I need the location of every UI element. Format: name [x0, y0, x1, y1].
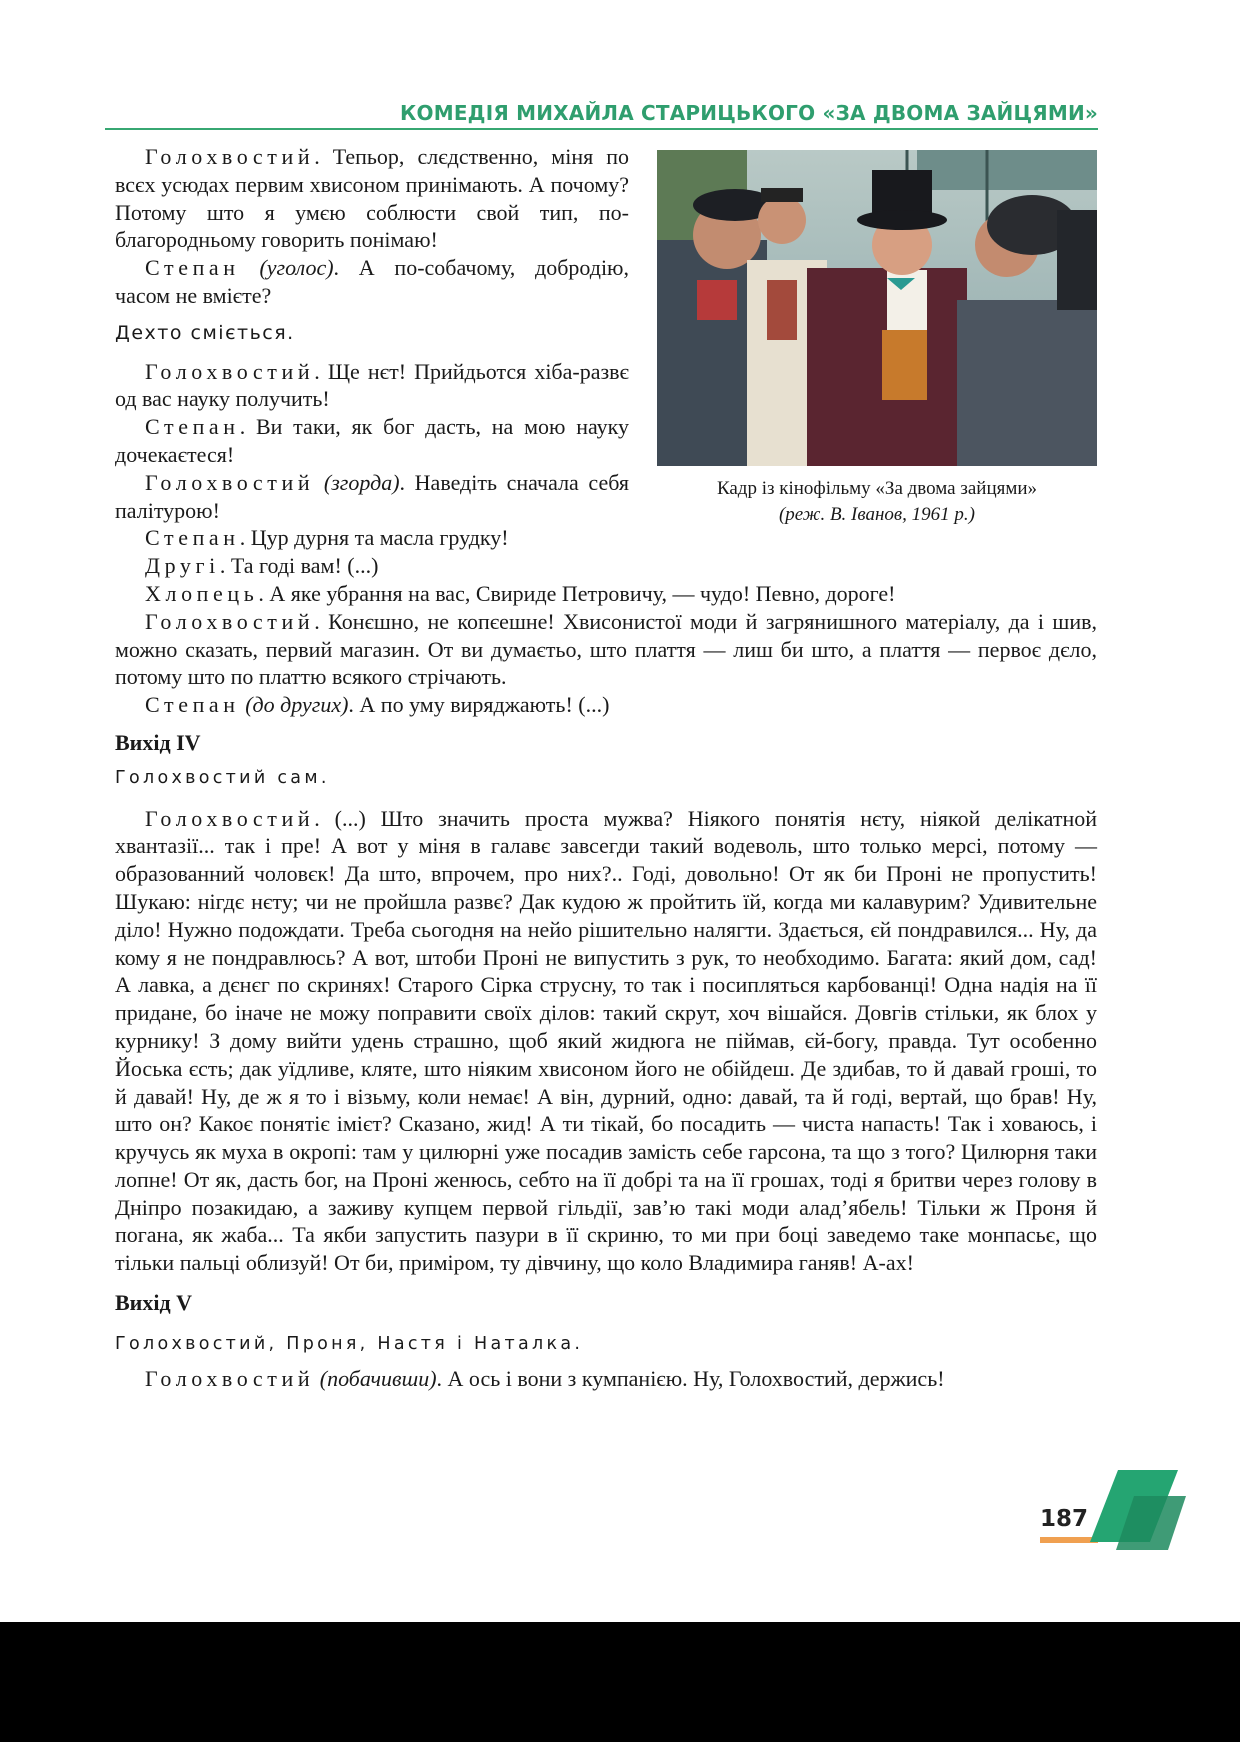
stage-remark: (до других) [245, 692, 349, 718]
speaker-name: Голохвостий [145, 144, 315, 169]
line-text: . Тепьор, слєдственно, міня по всєх усюдах первим хвисоном принімають. А почому? Потому што я умєю соблюсти свой тип, по-благородньому говорить понімаю! [115, 144, 629, 253]
speaker-name: Голохвостий [145, 1365, 315, 1391]
speaker-name: Голохвостий [145, 805, 315, 831]
scene-heading: Вихід V [115, 1290, 192, 1316]
line-text: . Конєшно, не копєешне! Хвисонистої моди й загрянишного матеріалу, да і шив, можно сказать, первий магазин. От ви думаєтьо, што плаття — лиш би што, а плаття — первоє дєло, потому што по платтю всякого стрічають. [115, 608, 1097, 690]
line-text: . А по-собачому, добродію, часом не вмієте? [115, 255, 629, 308]
stage-remark: (уголос) [259, 255, 334, 281]
speaker-name: Степан [145, 414, 240, 440]
monologue [115, 805, 1097, 1278]
page-number: 187 [1040, 1506, 1089, 1532]
line-text: . Та годі вам! (...) [219, 553, 379, 579]
page-corner-decoration-icon [1090, 1470, 1190, 1555]
speaker-name: Хлопець [145, 580, 259, 606]
speaker-name: Голохвостий [145, 608, 315, 634]
film-still-figure [657, 150, 1097, 528]
page-body [115, 143, 1097, 1392]
figure-caption [657, 476, 1097, 528]
dialogue-line [115, 1365, 1097, 1393]
running-header: КОМЕДІЯ МИХАЙЛА СТАРИЦЬКОГО «ЗА ДВОМА ЗАЙЦЯМИ» [399, 101, 1098, 125]
stage-direction: Дехто сміється. [115, 321, 295, 344]
line-text: . А по уму виряджають! (...) [348, 692, 610, 718]
line-text: . (...) Што значить проста мужва? Ніякого понятія нєту, ніякой делікатной хвантазії... так і пре! А вот у міня в галавє завсегди такий водеволь, што только мерсі, потому — образованний чоловєк! Да што, впрочем, про них?.. Годі, довольно! От як би Проні не пропустить! Шукаю: нігдє нєту; чи не пройшла развє? Дак кудою ж пройтить їй, когда ми калавурим? Удивительне діло! Нужно подождати. Треба сьогодня на нейо рішительно налягти. Здається, єй пондравился... Ну, да кому я не пондравлюсь? А вот, штоби Проні не випустить з рук, то необходимо. Багата: який дом, сад! А лавка, а дєнєг по скринях! Старого Сірка струсну, то так і посипляться карбованці! Одна надія на її придане, бо іначе не можу поправити своїх ділов: такий скрут, хоч вішайся. Довгів стільки, як блох у курнику! З дому вийти удень страшно, щоб який жидюга не піймав, єй-богу, правда. Тут особенно Йоська єсть; дак уїдливе, кляте, што ніяким хвисоном його не обійдеш. Де здибав, то й давай гроші, то й давай! Ну, де ж я то і візьму, коли немає! А він, дурний, одно: давай, та й годі, вертай, що брав! Ну, што он? Какоє понятіє імієт? Сказано, жид! А ти тікай, бо посадить — чиста напасть! Так і ховаюсь, і кручусь як муха в окропі: там у цилюрні уже посадив замість себе гарсона, та що з того? Цилюрня таки лопне! От як, дасть бог, на Проні женюсь, себто на її добрі та на її грошах, тоді я бритви через голову в Дніпро позакидаю, а заживу купцем первой гільдії, зав’ю такі моди алад’ябель! Тільки ж Проня й погана, як жаба... Та якби запустить пазури в її скриню, то ми при боці заведемо таке монпасьє, що тільки пальці облизуй! От би, приміром, ту дівчину, що коло Владимира ганяв! А-ах! [115, 805, 1097, 1276]
line-text: . Цур дурня та масла грудку! [239, 525, 509, 551]
stage-direction: Голохвостий сам. [115, 767, 330, 788]
speaker-name: Голохвостий [145, 358, 315, 384]
stage-remark: (згорда) [323, 469, 400, 495]
header-rule [105, 128, 1098, 130]
line-text: . Ще нєт! Прийдьотся хіба-развє од вас науку получить! [115, 358, 629, 412]
speaker-name: Степан [145, 692, 240, 718]
dialogue-line [115, 580, 1097, 608]
line-text: . Ви таки, як бог дасть, на мою науку дочекаєтеся! [115, 414, 629, 467]
speaker-name: Другі [145, 553, 220, 579]
speaker-name: Степан [145, 255, 240, 281]
line-text: . Наведіть сначала себя палітурою! [115, 469, 629, 523]
speaker-name: Степан [145, 525, 240, 551]
caption-credit: (реж. В. Іванов, 1961 р.) [778, 504, 975, 525]
dialogue-line [115, 691, 1097, 719]
dialogue-line [115, 608, 1097, 691]
line-text: . А ось і вони з кумпанією. Ну, Голохвостий, держись! [436, 1365, 945, 1391]
speaker-name: Голохвостий [145, 469, 315, 495]
caption-title: Кадр із кінофільму «За двома зайцями» [716, 478, 1038, 499]
film-still-image [657, 150, 1097, 466]
line-text: . А яке убрання на вас, Свириде Петровичу, — чудо! Певно, дороге! [258, 580, 896, 606]
dialogue-line [115, 552, 1097, 580]
stage-direction: Голохвостий, Проня, Настя і Наталка. [115, 1333, 584, 1354]
stage-remark: (побачивши) [319, 1365, 437, 1391]
scene-heading: Вихід IV [115, 729, 201, 755]
dialogue-line [115, 524, 1097, 552]
